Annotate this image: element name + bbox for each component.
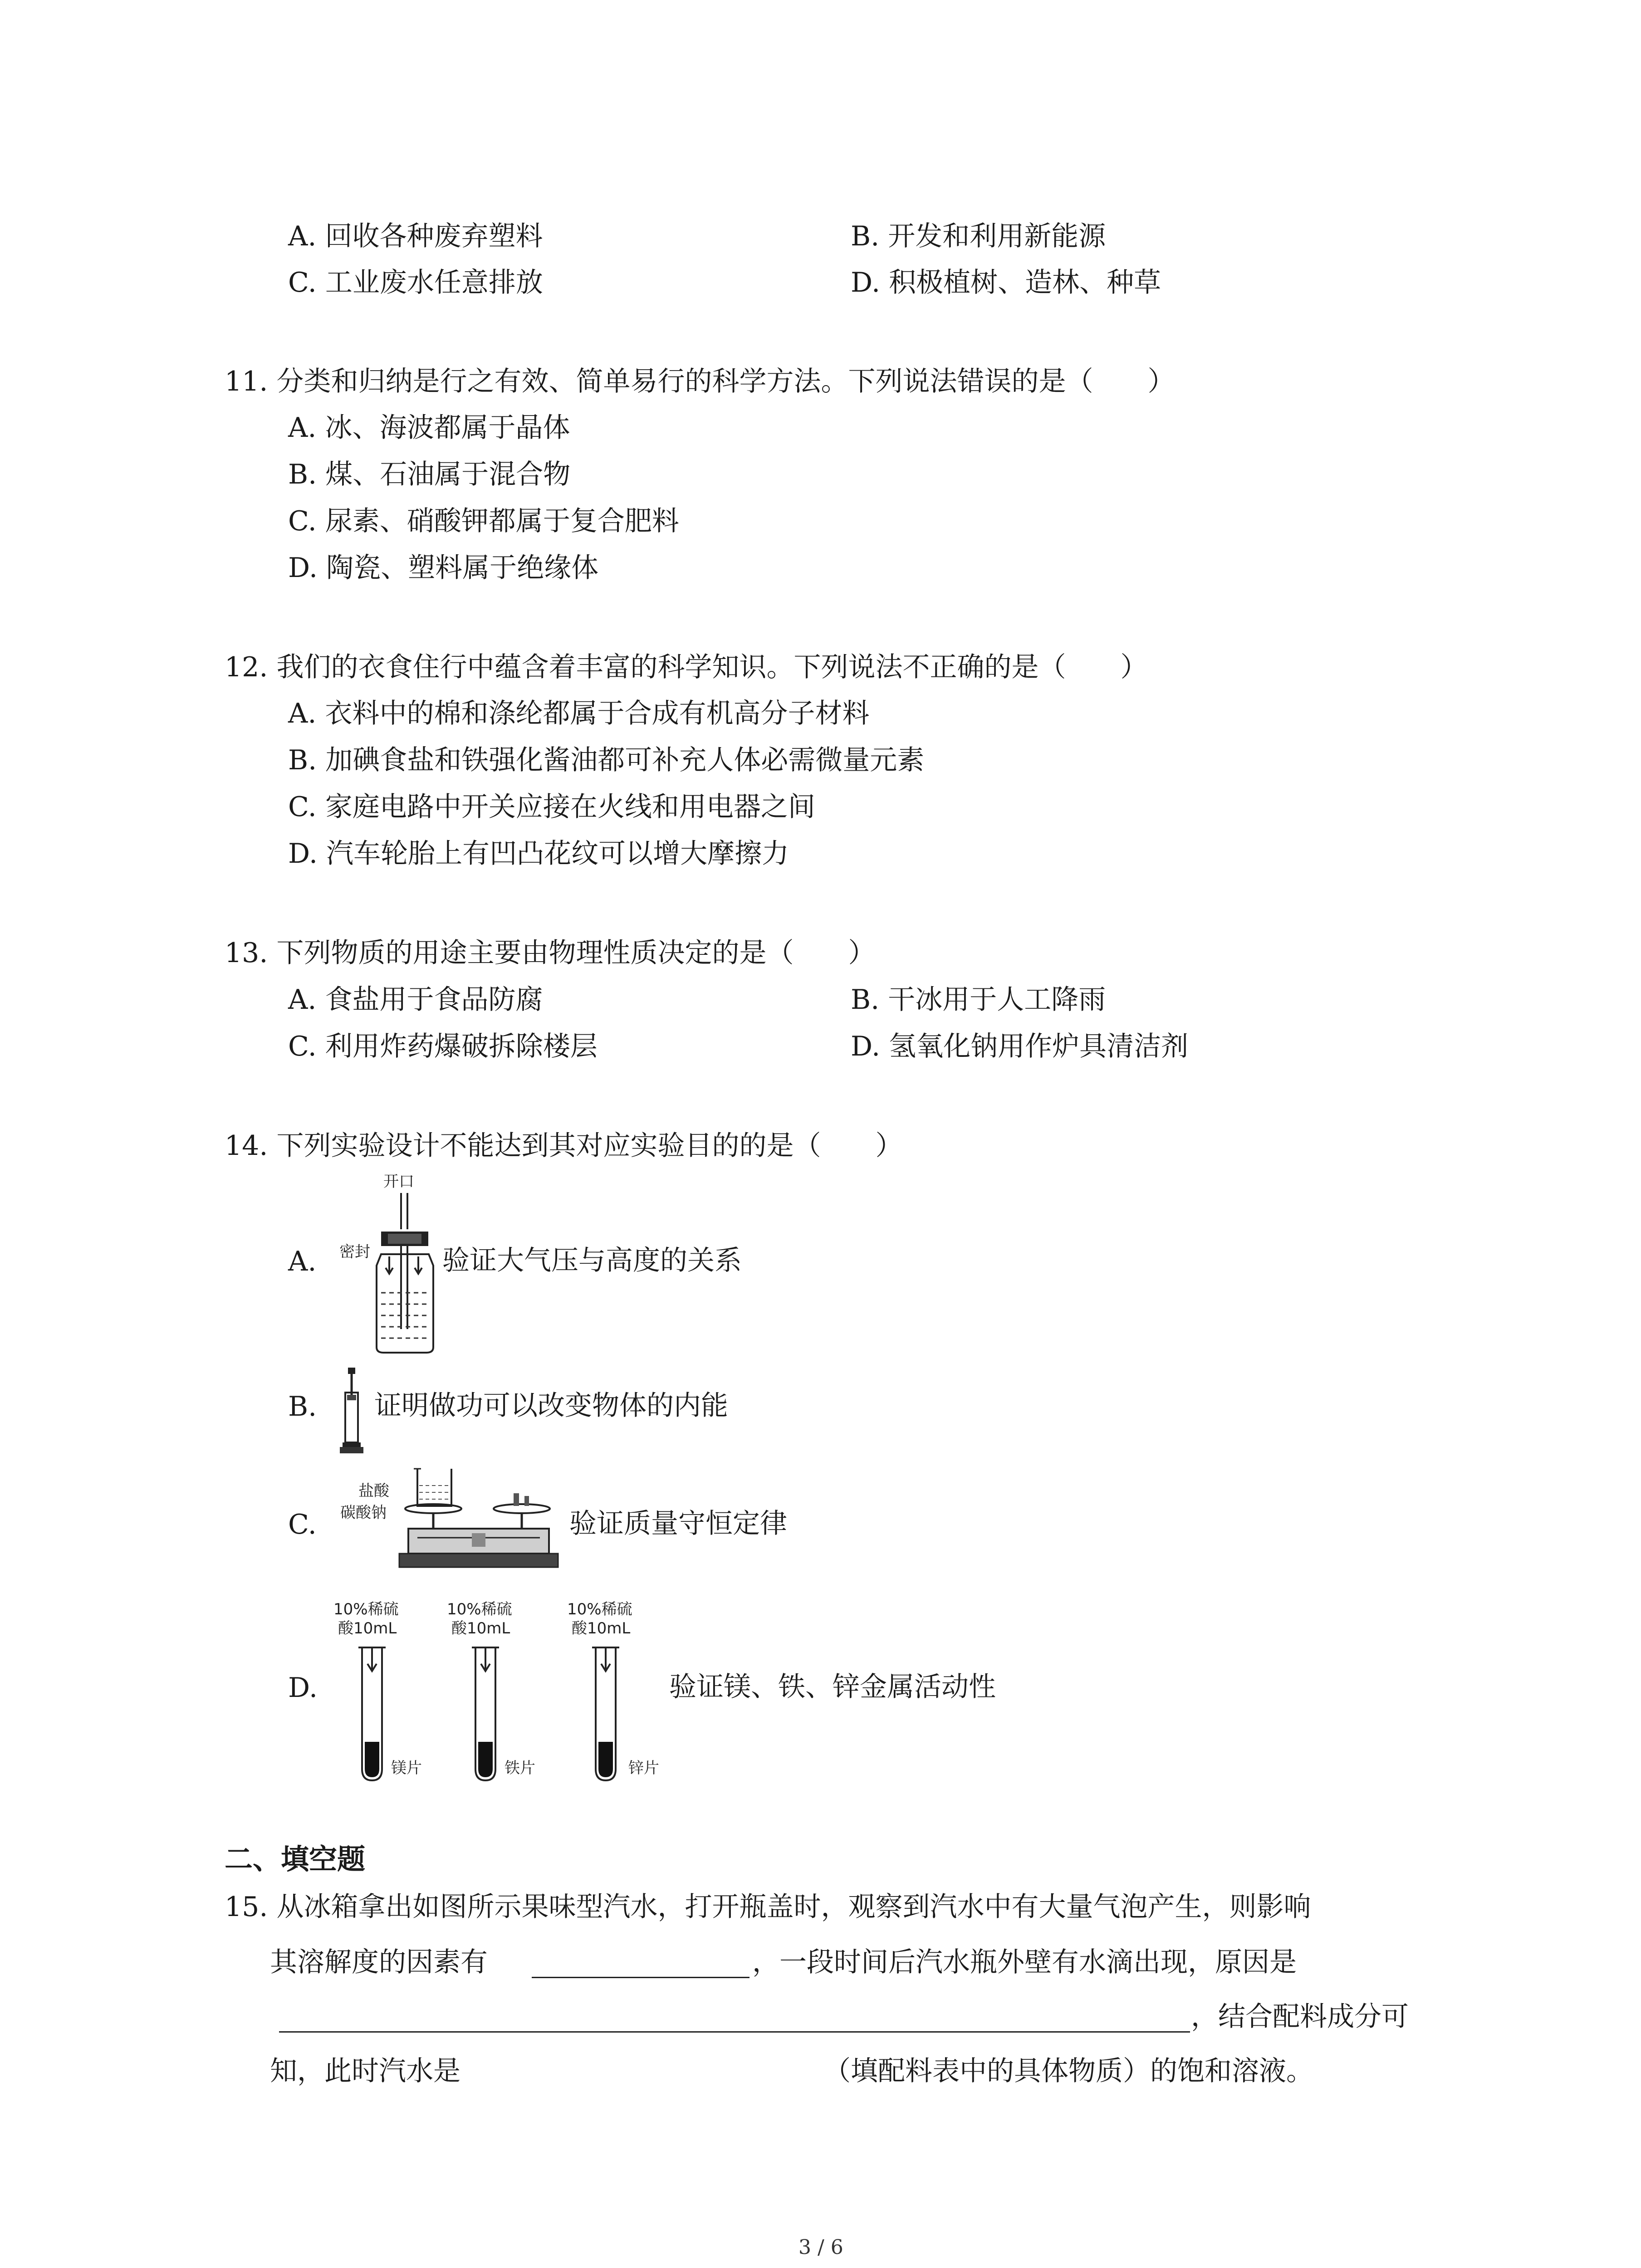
q13-option-a: A. 食盐用于食品防腐 <box>288 984 543 1016</box>
q14-a-letter: A. <box>288 1246 317 1277</box>
tube-3-metal-label: 锌片 <box>628 1759 659 1777</box>
q12-option-c: C. 家庭电路中开关应接在火线和用电器之间 <box>288 791 815 823</box>
tube-1-metal-label: 镁片 <box>391 1759 422 1777</box>
q15-line-2b: ，一段时间后汽水瓶外壁有水滴出现，原因是 <box>752 1946 1297 1978</box>
test-tube-iron-figure <box>472 1647 499 1783</box>
q14-b-text: 证明做功可以改变物体的内能 <box>374 1390 728 1422</box>
q11-stem: 11. 分类和归纳是行之有效、简单易行的科学方法。下列说法错误的是（ ） <box>225 366 1175 397</box>
q14-c-fig-label-na2co3: 碳酸钠 <box>340 1504 387 1522</box>
q11-option-c: C. 尿素、硝酸钾都属于复合肥料 <box>288 505 679 537</box>
test-tube-zinc-figure <box>592 1647 619 1783</box>
tube-2-acid-label-line2: 酸10mL <box>451 1619 510 1637</box>
q15-line-3: ，结合配料成分可 <box>1191 2001 1409 2033</box>
q12-option-b: B. 加碘食盐和铁强化酱油都可补充人体必需微量元素 <box>288 744 925 776</box>
q10-option-a: A. 回收各种废弃塑料 <box>288 220 543 252</box>
q11-option-a: A. 冰、海波都属于晶体 <box>288 412 570 444</box>
q14-d-text: 验证镁、铁、锌金属活动性 <box>669 1671 996 1703</box>
tube-1-acid-label-line1: 10%稀硫 <box>333 1600 399 1618</box>
q11-option-b: B. 煤、石油属于混合物 <box>288 459 571 490</box>
q13-stem: 13. 下列物质的用途主要由物理性质决定的是（ ） <box>225 937 876 969</box>
q15-line-2a: 其溶解度的因素有 <box>270 1946 488 1978</box>
q12-stem: 12. 我们的衣食住行中蕴含着丰富的科学知识。下列说法不正确的是（ ） <box>225 651 1148 683</box>
air-compression-cylinder-figure <box>338 1368 365 1458</box>
q10-option-b: B. 开发和利用新能源 <box>851 220 1106 252</box>
section-title: 二、填空题 <box>225 1843 366 1876</box>
q15-line-4a: 知，此时汽水是 <box>270 2055 460 2087</box>
tube-2-metal-label: 铁片 <box>505 1759 535 1777</box>
q14-c-fig-label-hcl: 盐酸 <box>358 1482 389 1500</box>
test-tube-magnesium-figure <box>358 1647 386 1783</box>
tube-3-acid-label-line1: 10%稀硫 <box>567 1600 632 1618</box>
q10-option-d: D. 积极植树、造林、种草 <box>851 267 1161 298</box>
bottle-apparatus-figure <box>363 1193 445 1356</box>
q10-option-c: C. 工业废水任意排放 <box>288 267 543 298</box>
q15-blank-3[interactable] <box>495 2087 823 2088</box>
q15-blank-1[interactable] <box>532 1977 749 1978</box>
tube-1-acid-label-line2: 酸10mL <box>338 1619 397 1637</box>
q14-a-fig-top-label: 开口 <box>383 1173 414 1191</box>
q14-a-fig-side-label: 密封 <box>339 1243 370 1261</box>
q14-a-text: 验证大气压与高度的关系 <box>442 1245 742 1276</box>
balance-scale-figure <box>399 1465 572 1579</box>
q15-line-4b: （填配料表中的具体物质）的饱和溶液。 <box>823 2055 1313 2087</box>
q14-d-letter: D. <box>288 1672 318 1704</box>
q14-c-text: 验证质量守恒定律 <box>569 1508 787 1540</box>
tube-3-acid-label-line2: 酸10mL <box>572 1619 631 1637</box>
q13-option-b: B. 干冰用于人工降雨 <box>851 984 1106 1016</box>
q12-option-d: D. 汽车轮胎上有凹凸花纹可以增大摩擦力 <box>288 838 789 870</box>
q14-b-letter: B. <box>288 1391 317 1422</box>
q11-option-d: D. 陶瓷、塑料属于绝缘体 <box>288 552 599 584</box>
q13-option-d: D. 氢氧化钠用作炉具清洁剂 <box>851 1031 1189 1062</box>
q14-c-letter: C. <box>288 1509 317 1540</box>
q12-option-a: A. 衣料中的棉和涤纶都属于合成有机高分子材料 <box>288 698 870 729</box>
page-number: 3 / 6 <box>798 2236 843 2259</box>
q15-blank-2[interactable] <box>279 2031 1190 2033</box>
q13-option-c: C. 利用炸药爆破拆除楼层 <box>288 1031 598 1062</box>
q15-line-1: 15. 从冰箱拿出如图所示果味型汽水，打开瓶盖时，观察到汽水中有大量气泡产生，则影响 <box>225 1891 1311 1923</box>
q14-stem: 14. 下列实验设计不能达到其对应实验目的的是（ ） <box>225 1130 903 1162</box>
tube-2-acid-label-line1: 10%稀硫 <box>447 1600 512 1618</box>
